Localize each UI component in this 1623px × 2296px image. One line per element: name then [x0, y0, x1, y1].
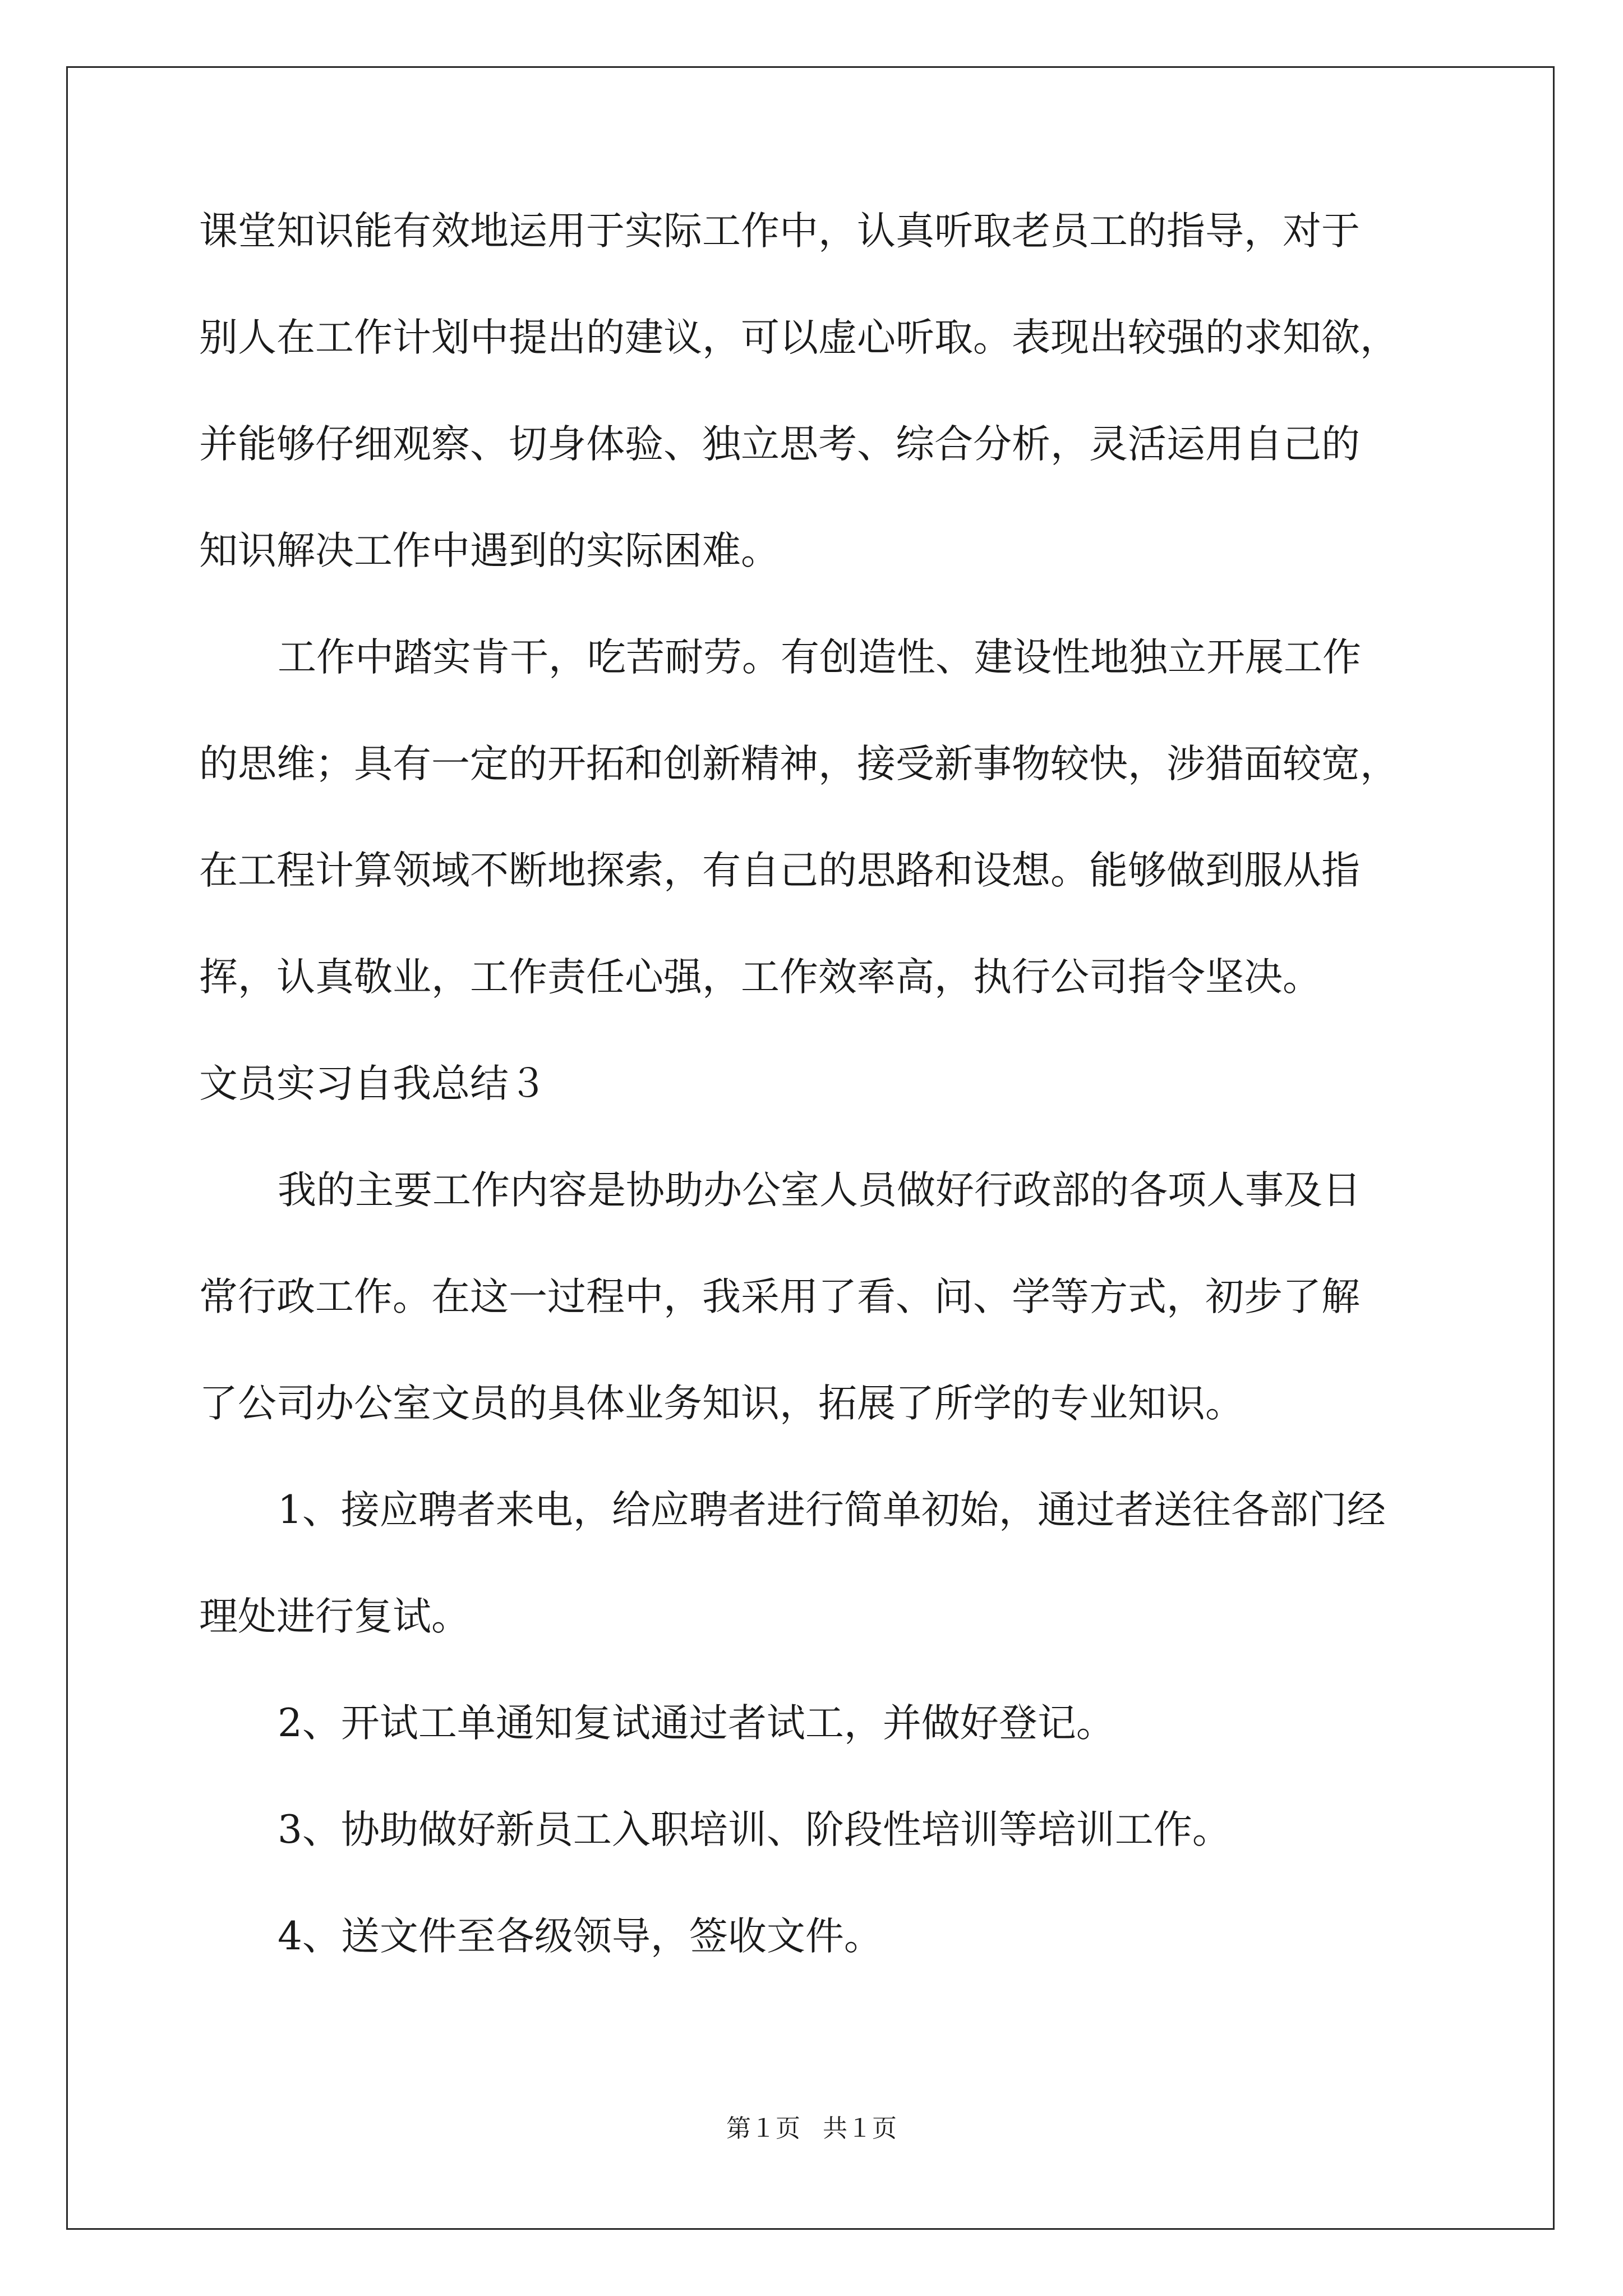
paragraph-line: 别人在工作计划中提出的建议，可以虚心听取。表现出较强的求知欲， [199, 315, 1399, 360]
paragraph-line: 常行政工作。在这一过程中，我采用了看、问、学等方式，初步了解 [199, 1274, 1360, 1319]
list-item: 3、协助做好新员工入职培训、阶段性培训等培训工作。 [278, 1807, 1231, 1852]
paragraph-line: 我的主要工作内容是协助办公室人员做好行政部的各项人事及日 [278, 1168, 1361, 1213]
list-item: 2、开试工单通知复试通过者试工，并做好登记。 [278, 1701, 1115, 1746]
page-footer [0, 2112, 1623, 2146]
list-item: 理处进行复试。 [199, 1594, 470, 1639]
paragraph-line: 在工程计算领域不断地探索，有自己的思路和设想。能够做到服从指 [199, 848, 1360, 893]
paragraph-line: 课堂知识能有效地运用于实际工作中，认真听取老员工的指导，对于 [199, 209, 1360, 254]
document-body [199, 205, 1433, 1963]
paragraph-line: 知识解决工作中遇到的实际困难。 [199, 528, 780, 573]
section-heading: 文员实习自我总结３ [199, 1061, 547, 1106]
paragraph-line: 的思维；具有一定的开拓和创新精神，接受新事物较快，涉猎面较宽， [199, 742, 1399, 786]
page-number: 第１页 [726, 2114, 800, 2143]
paragraph-line: 并能够仔细观察、切身体验、独立思考、综合分析，灵活运用自己的 [199, 422, 1360, 467]
list-item: 1、接应聘者来电，给应聘者进行简单初始，通过者送往各部门经 [278, 1488, 1386, 1533]
page-total: 共１页 [823, 2114, 897, 2143]
paragraph-line: 挥，认真敬业，工作责任心强，工作效率高，执行公司指令坚决。 [199, 955, 1321, 1000]
list-item: 4、送文件至各级领导，签收文件。 [278, 1914, 883, 1959]
paragraph-line: 工作中踏实肯干，吃苦耐劳。有创造性、建设性地独立开展工作 [278, 635, 1361, 680]
paragraph-line: 了公司办公室文员的具体业务知识，拓展了所学的专业知识。 [199, 1381, 1244, 1426]
